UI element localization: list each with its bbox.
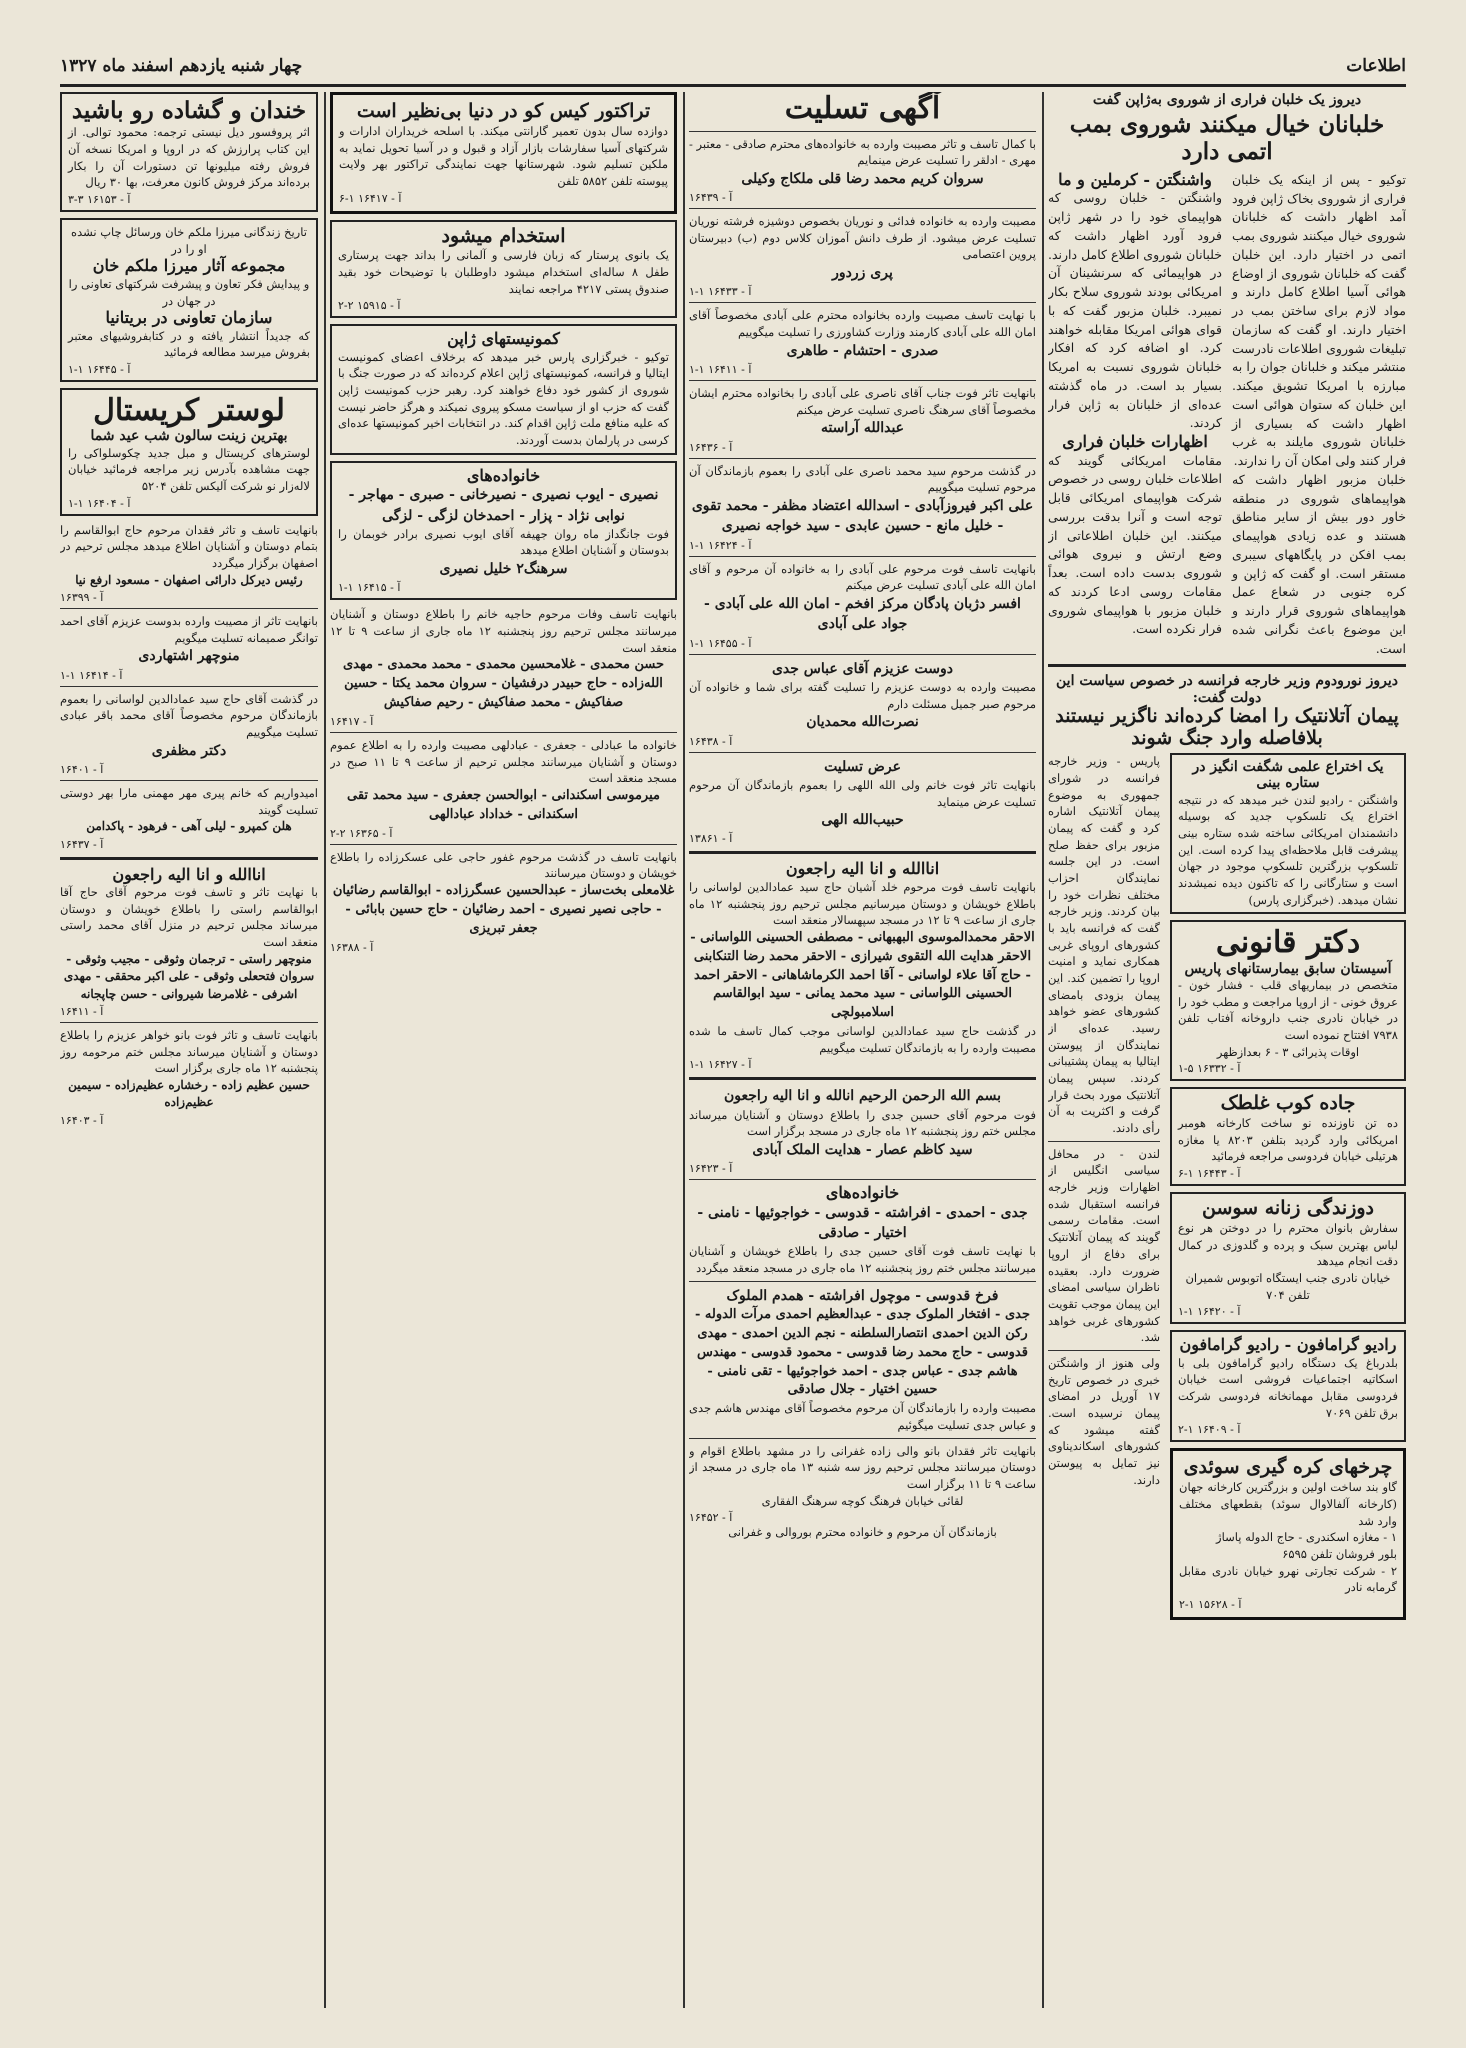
ad-title: رادیو گرامافون - رادیو گرامافون	[1179, 1335, 1397, 1355]
ad-title: استخدام میشود	[441, 224, 566, 247]
notice-names: میرموسی اسکندانی - ابوالحسن جعفری - سید محمد تقی اسکندانی - خداداد عبادالهی	[347, 788, 660, 822]
notice-title: دوست عزیزم آقای عباس جدی	[771, 660, 954, 677]
article-body: پاریس - وزیر خارجه فرانسه در شورای جمهوری به موضوع پیمان آتلانتیک اشاره کرد و گفت که پیمان مزبور برای حفظ صلح است. در این جلسه نمایندگان احزاب مختلف نظرات خود را بیان کردند. وزیر خارجه گفت که فرانسه باید با کشورهای اروپای غربی همکاری نماید و امنیت اروپا را تضمین کند. این پیمان بزودی بامضای کشورهای عضو خواهد رسید. عده‌ای از نمایندگان از پیوستن ایتالیا به پیمان پشتیبانی کردند. سپس پیمان آتلانتیک مورد بحث قرار گرفت و اکثریت به آن رأی دادند.	[1048, 754, 1160, 1136]
issue-date: چهار شنبه یازدهم اسفند ماه ۱۳۲۷	[60, 56, 303, 76]
notice-text: با نهایت تاسف فوت آقای حسین جدی را باطلاع خویشان و آشنایان میرسانند مجلس ختم روز پنجشنبه ۱۲ ماه جاری در مسجد منعقد میگردد	[689, 1244, 1036, 1276]
notice-names: حسین عظیم زاده - رخشاره عظیم‌زاده - سیمین عظیم‌زاده	[68, 1077, 310, 1110]
doctor-text: متخصص در بیماریهای قلب - فشار خون - عروق خونی - از اروپا مراجعت و مطب خود را در خیابان نادری جنب داروخانه آفتاب تلفن ۷۹۳۸ افتتاح نموده است	[1178, 977, 1398, 1042]
notice-names: جدی - احمدی - افراشته - قدوسی - خواجوئیها - نامنی - اختیار - صادقی	[697, 1204, 1028, 1242]
headline-atlantic-pact-2: بلافاصله وارد جنگ شوند	[1131, 726, 1323, 749]
notice-text: امیدواریم که خانم پیری مهر مهمنی مارا بهر دوستی تسلیت گویند	[60, 785, 318, 817]
ad-address: خیابان نادری جنب ایستگاه اتوبوس شمیران تلفن ۷۰۴	[1185, 1270, 1391, 1302]
column-divider	[683, 92, 685, 2008]
section-title: آگهی تسلیت	[784, 92, 941, 126]
ad-title: جاده کوب غلطک	[1220, 1092, 1356, 1115]
ad-title: دوزندگی زنانه سوسن	[1201, 1197, 1375, 1220]
article-body: خلبان مزبور اظهار داشت که هواپیماهای شوروی در منطقه خاور دور بیش از سایر مناطق هستند و عده زیادی هواپیمای بمب افکن در پایگاههای سیبری مستقر است. او گفت که ژاپن و کره جنوبی در شعاع عمل هواپیماهای شوروی قرار دارند و این موضوع باعث نگرانی شده است.	[1232, 471, 1406, 656]
paper-name: اطلاعات	[1346, 56, 1406, 76]
notice-text: خانواده ما عبادلی - جعفری - عبادلهی مصیبت وارده را به اطلاع عموم دوستان و آشنایان میرسانند مجلس ترحیم از ساعت ۹ تا ۱۱ صبح در مسجد منعقد است	[330, 737, 677, 786]
notice-ref: آ - ۱۶۴۱۱	[60, 1004, 104, 1018]
notice-ref: آ - ۱۶۴۲۷ ۱-۱	[689, 1058, 752, 1072]
notice-title: خانواده‌های	[466, 465, 541, 485]
notice-sign: دکتر مظفری	[151, 742, 227, 759]
ad-address: ۱ - مغازه اسکندری - حاج الدوله پاساژ	[1216, 1530, 1397, 1545]
notice-names: افسر دژبان پادگان مرکز افخم - امان الله علی آبادی - جواد علی آبادی	[704, 596, 1021, 633]
notice-sign: هلن کمپرو - لیلی آهی - فرهود - پاکدامن	[86, 819, 292, 834]
column-news-right	[1048, 92, 1406, 2008]
notice-text: در گذشت حاج سید عمادالدین لواسانی موجب کمال تاسف ما شده مصیبت وارده را به بازماندگان تسلیت میگوییم	[689, 1024, 1036, 1055]
notice-ref: آ - ۱۶۴۳۹	[689, 191, 733, 205]
ad-ref: آ - ۱۶۳۳۲ ۵-۱	[1178, 1062, 1241, 1076]
ad-text: لوسترهای کریستال و مبل جدید چکوسلواکی را جهت مشاهده بآدرس زیر مراجعه فرمائید خیابان لاله‌زار نو شرکت آلیکس تلفن ۵۲۰۴	[68, 445, 310, 493]
doctor-sub: آسیستان سابق بیمارستانهای پاریس	[1184, 960, 1392, 977]
ad-text: سفارش بانوان محترم را در دوختن هر نوع لباس بهترین سبک و پرده و گلدوزی در کمال دقت انجام میدهد	[1178, 1220, 1398, 1269]
article-body: توکیو - خبرگزاری پارس خبر میدهد که برخلاف اعضای کمونیست ایتالیا و فرانسه، کمونیستهای ژاپن اعلام کرده‌اند که در صورت جنگ با شوروی از کشور خود دفاع خواهند کرد. رهبر حزب کمونیست ژاپن گفت که حزب او از سیاست مسکو پیروی نمیکند و هرگز حاضر نیست که علیه منافع ملت ژاپن اقدام کند. در انتخابات اخیر کمونیستها عده‌ای کرسی در پارلمان بدست آوردند.	[338, 349, 669, 448]
ad-ref: آ - ۱۶۴۰۴ ۱-۱	[68, 496, 131, 510]
notice-ref: آ - ۱۶۴۰۱	[60, 762, 104, 776]
notice-sign: رئیس دیرکل دارائی اصفهان - مسعود ارفع نیا	[75, 572, 303, 587]
ad-ref: آ - ۱۶۴۴۵ ۱-۱	[68, 362, 131, 376]
ad-ref: آ - ۱۶۴۲۰ ۱-۱	[1178, 1305, 1241, 1319]
notice-ref: آ - ۱۶۴۵۲	[689, 1511, 733, 1525]
ad-tailor	[1170, 1192, 1406, 1324]
notice-sign: سروان کریم محمد رضا قلی ملکاج وکیلی	[741, 170, 984, 187]
notice-ref: آ - ۱۶۴۱۵ ۱-۱	[338, 581, 401, 595]
ad-title: خندان و گشاده رو باشید	[71, 97, 307, 124]
notice-sign: سرهنگ۲ خلیل نصیری	[439, 561, 568, 578]
notice-ref: آ - ۱۶۴۵۵ ۱-۱	[689, 636, 752, 650]
notice-sign: بازماندگان آن مرحوم و خانواده محترم بوروالی و غفرانی	[728, 1525, 997, 1540]
notice-text: با نهایت تاثر و تاسف فوت مرحوم آقای حاج آقا ابوالقاسم راستی را باطلاع خویشان و دوستان میرساند مجلس ترحیم در منزل آقای محمد راستی منعقد است	[60, 885, 318, 950]
notice-text: بانهایت تاسف فوت مرحوم خلد آشیان حاج سید عمادالدین لواسانی را باطلاع خویشان و دوستان میرسانیم مجلس ترحیم روز پنجشنبه ۱۲ ماه جاری از ساعت ۹ تا ۱۲ در مسجد سپهسالار منعقد است	[689, 879, 1036, 928]
notice-ref: آ - ۱۶۴۳۸	[689, 734, 733, 748]
notice-names: حسن محمدی - غلامحسین محمدی - محمد محمدی - مهدی الله‌زاده - حاج حبیدر درفشیان - سروان محمد یکتا - حسین صفاکیش - محمد صفاکیش - رحیم صفاکیش	[342, 657, 665, 711]
ad-ref: آ - ۱۶۴۴۳ ۱-۶	[1178, 1167, 1241, 1181]
notice-text: بانهایت تاثر فقدان بانو والی زاده غفرانی را در مشهد باطلاع اقوام و دوستان میرسانند مجلس ترحیم روز سه شنبه ۱۳ ماه جاری در مسجد از ساعت ۹ تا ۱۱ برگزار است	[689, 1443, 1036, 1491]
notice-ref: آ - ۱۶۴۲۳	[689, 1162, 733, 1176]
ad-text: تاریخ زندگانی میرزا ملکم خان ورسائل چاپ نشده او را در	[71, 225, 307, 256]
headline-kicker: دیروز نورودوم وزیر خارجه فرانسه در خصوص سیاست این دولت گفت:	[1056, 673, 1398, 706]
ad-text: بلدرباغ یک دستگاه رادیو گرامافون بلی با اسکاتیه اجتماعیات فروشی است خیابان فردوسی مقابل مهمانخانه فردوسی شرکت برق تلفن ۷۰۶۹	[1178, 1355, 1398, 1420]
ad-job	[330, 220, 677, 319]
ad-road-roller	[1170, 1087, 1406, 1186]
notice-ref: آ - ۱۶۴۱۱ ۱-۱	[689, 363, 752, 377]
article-body: توکیو - پس از اینکه یک خلبان فراری از شوروی بخاک ژاپن فرود آمد اظهار داشت که خلبانان شوروی خیال میکنند شوروی بمب اتمی در اختیار دارد. این خلبان گفت که خلبانان شوروی از اوضاع هوائی آسیا اطلاع کامل دارند و مواد لازم برای ساختن بمب در اختیار دارند. او گفت که سازمان تبلیغات شوروی اطلاعات نادرست منتشر میکند و خلبانان جوان را به مبارزه با امریکا تشویق میکند. این خلبان که ستوان هوائی است اظهار داشت که بسیاری از خلبانان شوروی مایلند به غرب فرار کنند ولی امکان آن را ندارند.	[1232, 171, 1406, 469]
notice-ref: آ - ۱۶۴۳۳ ۱-۱	[689, 285, 752, 299]
notice-text: بانهایت تاثر از مصیبت وارده بدوست عزیزم آقای احمد توانگر صمیمانه تسلیت میگویم	[60, 613, 318, 645]
section-heading: واشنگتن - کرملین و ما	[1058, 169, 1212, 189]
notice-text: با کمال تاسف و تاثر مصیبت وارده به خانواده‌های محترم صادقی - معتبر - مهری - ادلقر را تسلیت عرض مینمایم	[689, 136, 1036, 168]
notice-text: با نهایت تاسف مصیبت وارده بخانواده محترم علی آبادی مخصوصاً آقای امان الله علی آبادی کارمند وزارت کشاورزی را تسلیت میگوییم	[689, 308, 1036, 340]
ad-address: بلور فروشان تلفن ۶۵۹۵	[1282, 1546, 1397, 1561]
column-condolences	[689, 92, 1036, 2008]
article-body: مقامات امریکائی گویند که اطلاعات خلبان روسی در خصوص شرکت هواپیمای امریکائی قابل توجه است و آنرا بدقت بررسی میکنند. این خلبان اطلاعاتی از وضع ارتش و نیروی هوائی شوروی بدست داده است. بعداً مقامات روسی ادعا کردند که خلبان مزبور با هواپیمای شوروی فرار نکرده است.	[1048, 452, 1222, 637]
notice-ref: آ - ۱۶۴۳۷	[60, 837, 104, 851]
notice-ref: آ - ۱۶۴۳۶	[689, 440, 733, 454]
ad-title: سازمان تعاونی در بریتانیا	[105, 308, 273, 328]
ad-separator	[1170, 1448, 1406, 1620]
notice-names: الاحقر محمدالموسوی البهبهانی - مصطفی الحسینی اللواسانی - الاحقر هدایت الله التقوی شیرازی - الاحقر محمد رضا التنکابنی - حاج آقا علاء لواسانی - آقا احمد الکرماشاهانی - الاحقر احمد الحسینی اللواسانی - سید محمد یمانی - سید ابوالقاسم اسلامبولچی	[690, 929, 1035, 1021]
ad-text: اثر پروفسور دیل نیستی ترجمه: محمود توالی. از این کتاب پرارزش که در اروپا و امریکا نسخه آن فروش رفته میلیونها تن دستورات آن را بکار برده‌اند مرکز فروش کانون معرفت، بها ۳۰ ریال	[68, 125, 310, 190]
notice-family	[330, 461, 677, 601]
article-body: ولی هنوز از واشنگتن خبری در خصوص تاریخ ۱۷ آوریل در امضای پیمان نرسیده است. گفته میشود که کشورهای اسکاندیناوی نیز تمایل به پیوستن دارند.	[1048, 1355, 1160, 1487]
notice-title: عرض تسلیت	[824, 758, 901, 775]
ad-ref: آ - ۱۶۱۵۳ ۳-۳	[68, 193, 131, 207]
ad-address: ۲ - شرکت تجارتی نهرو خیابان نادری مقابل گرمابه نادر	[1179, 1563, 1397, 1595]
doctor-name: دکتر قانونی	[1215, 925, 1361, 961]
notice-ref: آ - ۱۶۴۰۳	[60, 1113, 104, 1127]
headline-kicker: دیروز یک خلبان فراری از شوروی به‌ژاپن گفت	[1092, 92, 1362, 108]
notice-title: اناالله و انا الیه راجعون	[785, 859, 940, 879]
notice-ref: آ - ۱۶۳۸۸	[330, 940, 374, 954]
notice-text: بانهایت تاسف در گذشت مرحوم غفور حاجی علی عسکرزاده را باطلاع خویشان و دوستان میرسانند	[330, 849, 677, 881]
ad-text: و پیدایش فکر تعاون و پیشرفت شرکتهای تعاونی را در جهان در	[68, 276, 310, 308]
notice-ref: آ - ۱۶۴۱۴ ۱-۱	[60, 668, 123, 682]
notice-title: خانواده‌های	[825, 1183, 900, 1203]
notice-text: مصیبت وارده به دوست عزیزم را تسلیت گفته برای شما و خانواده آن مرحوم صبر جمیل مسئلت دارم	[689, 679, 1036, 711]
notice-text: بانهایت تاثر فوت خانم ولی الله اللهی را بعموم بازماندگان آن مرحوم تسلیت عرض مینماید	[689, 777, 1036, 809]
headline-atlantic-pact: پیمان آتلانتیک را امضا کرده‌اند ناگزیر نیستند	[1055, 704, 1399, 727]
notice-names: سید کاظم عصار - هدایت الملک آبادی	[752, 1142, 973, 1159]
notice-text: فوت مرحوم آقای حسین جدی را باطلاع دوستان و آشنایان میرساند مجلس ختم روز پنجشنبه ۱۲ ماه جاری در مسجد برگزار است	[689, 1107, 1036, 1139]
notice-sign: نصرت‌الله محمدیان	[806, 714, 919, 731]
notice-text: بانهایت تاثر فوت جناب آقای ناصری علی آبادی را بخانواده محترم ایشان مخصوصاً آقای سرهنگ ناصری تسلیت عرض میکنم	[689, 386, 1036, 417]
notice-ref: آ - ۱۶۳۹۹	[60, 590, 104, 604]
notice-ref: آ - ۱۶۳۶۵ ۲-۲	[330, 826, 393, 840]
article-title: کمونیستهای ژاپن	[447, 329, 560, 349]
science-title: یک اختراع علمی شگفت انگیز در ستاره بینی	[1192, 759, 1384, 792]
ad-chandelier	[60, 388, 318, 516]
ad-tractor	[330, 92, 677, 214]
notice-sign: صدری - احتشام - طاهری	[786, 342, 939, 359]
science-body: واشنگتن - رادیو لندن خبر میدهد که در نتیجه اختراع یک تلسکوپ جدید که بوسیله دانشمندان امریکائی ساخته شده ستاره بینی پیشرفت قابل ملاحظه‌ای پیدا کرده است. این تلسکوپ بزرگترین تلسکوپ موجود در جهان است و ستارگانی را که تاکنون دیده نمیشدند نشان میدهد. (خبرگزاری پارس)	[1178, 792, 1398, 907]
notice-text: مصیبت وارده را بازماندگان آن مرحوم مخصوصاً آقای مهندس هاشم جدی و عباس جدی تسلیت میگوئیم	[689, 1401, 1036, 1432]
notice-text: بانهایت تاسف و تاثر فقدان مرحوم حاج ابوالقاسم را بتمام دوستان و آشنایان اطلاع میدهد مجلس ترحیم در اصفهان برگزار میگردد	[60, 522, 318, 570]
ad-ref: آ - ۱۵۹۱۵ ۲-۲	[338, 299, 401, 313]
ad-book	[60, 92, 318, 212]
notice-ref: آ - ۱۶۴۲۴ ۱-۱	[689, 538, 752, 552]
ad-title: لوستر کریستال	[93, 392, 285, 428]
notice-text: در گذشت آقای حاج سید عمادالدین لواسانی را بعموم بازماندگان مرحوم مخصوصاً آقای محمد باقر عبادی تسلیت میگوییم	[60, 691, 318, 739]
ad-text: دوازده سال بدون تعمیر گارانتی میکند. با اسلحه خریداران ادارات و شرکتهای آسیا سفارشات بازار آزاد و قبول و در آسیا تحویل نماید به ملکین تسلیم شود. شهرستانها جهت نمایندگی تراکتور بهر ولایت پیوسته تلفن ۵۸۵۲ تلفن	[339, 123, 668, 188]
masthead-bar	[60, 48, 1406, 87]
ad-text: که جدیداً انتشار یافته و در کتابفروشیهای معتبر بفروش میرسد مطالعه فرمائید	[68, 328, 310, 360]
column-divider	[324, 92, 326, 2008]
notice-sign: منوچهر اشتهاردی	[138, 648, 240, 665]
notice-text: بانهایت تاسف فوت مرحوم علی آبادی را به خانواده آن مرحوم و آقای امان الله علی آبادی تسلیت عرض میکنم	[689, 561, 1036, 593]
notice-text: مصیبت وارده به خانواده فدائی و نوریان بخصوص دوشیزه فرشته نوریان تسلیت عرض میشود. از طرف دانش آموزان کلاس دوم (ب) دبیرستان پروین اعتصامی	[689, 214, 1036, 262]
notice-text: بانهایت تاسف وفات مرحوم حاجیه خانم را باطلاع دوستان و آشنایان میرسانند مجلس ترحیم روز پنجشنبه ۱۲ ماه جاری از ساعت ۹ تا ۱۲ منعقد است	[330, 607, 677, 655]
ad-sub: بهترین زینت سالون شب عید شما	[90, 428, 288, 445]
ad-title: مجموعه آثار میرزا ملکم خان	[92, 256, 286, 276]
notice-names: جدی - افتخار الملوک جدی - عبدالعظیم احمدی مرآت الدوله - رکن الدین احمدی انتصارالسلطنه - نجم الدین احمدی - مهدی قدوسی - حاج محمد رضا قدوسی - محمود قدوسی - مهندس هاشم جدی - عباس جدی - احمد خواجوئیها - تقی نامنی - حسین اختیار - جلال صادقی	[695, 1307, 1030, 1398]
notice-names: غلامعلی بخت‌ساز - عبدالحسین عسگرزاده - ابوالقاسم رضائیان - حاجی نصیر نصیری - احمد رضائیان - حاج حسین بابائی - جعفر تبریزی	[332, 883, 675, 936]
ad-doctor	[1170, 920, 1406, 1081]
notice-ref: آ - ۱۳۸۶۱	[689, 832, 733, 846]
doctor-hours: اوقات پذیرائی ۳ - ۶ بعدازظهر	[1216, 1044, 1360, 1059]
ad-title: چرخهای کره گیری سوئدی	[1183, 1456, 1393, 1479]
notice-text: بانهایت تاسف و تاثر فوت بانو خواهر عزیزم را باطلاع دوستان و آشنایان میرساند مجلس ختم مرحومه روز پنجشنبه ۱۲ ماه جاری برگزار است	[60, 1027, 318, 1076]
notice-names: منوچهر راستی - ترجمان وثوقی - مجیب وثوقی - سروان فتحعلی وثوقی - علی اکبر محققی - مهدی اشرفی - غلامرضا شیروانی - حسن چاپجانه	[63, 951, 315, 1001]
headline-soviet-pilots: خلبانان خیال میکنند شوروی بمب اتمی دارد	[1069, 111, 1385, 165]
ad-ref: آ - ۱۶۴۰۹ ۱-۲	[1178, 1423, 1241, 1437]
notice-names: نصیری - ایوب نصیری - نصیرخانی - صبری - مهاجر - نوابی نژاد - پزار - احمدخان لزگی - لزگی	[348, 487, 659, 524]
ad-text: یک بانوی پرستار که زبان فارسی و آلمانی را بداند جهت پرستاری طفل ۸ ساله‌ای استخدام میشود داوطلبان با توضیحات خود بقید صندوق پستی ۴۲۱۷ مراجعه نمایند	[338, 248, 669, 296]
communist-article	[330, 324, 677, 454]
ad-ref: آ - ۱۶۴۱۷ ۱-۶	[339, 191, 402, 205]
notice-text: در گذشت مرحوم سید محمد ناصری علی آبادی را بعموم بازماندگان آن مرحوم تسلیت میگوییم	[689, 463, 1036, 495]
notice-sign: پری زردور	[832, 265, 893, 282]
column-ads-left	[60, 92, 318, 2008]
notice-names: لقائی خیابان فرهنگ کوچه سرهنگ الفقاری	[761, 1493, 964, 1508]
notice-ref: آ - ۱۶۴۱۷	[330, 714, 374, 728]
notice-names: علی اکبر فیروزآبادی - اسدالله اعتضاد مظفر - محمد تقوی - خلیل مانع - حسین عابدی - سید خواجه نصیری	[691, 498, 1034, 535]
article-body: لندن - در محافل سیاسی انگلیس از اظهارات وزیر خارجه فرانسه استقبال شده است. مقامات رسمی گویند که پیمان آتلانتیک برای دفاع از اروپا ضرورت دارد. بعقیده ناظران سیاسی امضای این پیمان موجب تقویت کشورهای غربی خواهد شد.	[1048, 1146, 1160, 1345]
ad-malkom	[60, 218, 318, 382]
ad-radio	[1170, 1330, 1406, 1442]
notice-title: بسم الله الرحمن الرحیم انالله و انا الیه راجعون	[723, 1088, 1002, 1105]
notice-title: فرخ قدوسی - موچول افراشته - همدم الملوک	[726, 1287, 999, 1304]
column-ads-mid	[330, 92, 677, 2008]
notice-text: فوت جانگداز ماه روان جهیفه آقای ایوب نصیری برادر خوبمان را بدوستان و آشنایان اطلاع میدهد	[338, 526, 669, 558]
column-divider	[1042, 92, 1044, 2008]
ad-title: تراکتور کیس کو در دنیا بی‌نظیر است	[356, 100, 651, 122]
notice-title: اناالله و انا الیه راجعون	[112, 864, 266, 884]
notice-sign: حبیب‌الله الهی	[821, 812, 904, 829]
notice-sign: عبدالله آراسته	[820, 420, 905, 437]
section-heading: اظهارات خلبان فراری	[1062, 432, 1208, 452]
ad-ref: آ - ۱۵۶۲۸ ۱-۲	[1179, 1597, 1242, 1611]
article-body: واشنگتن - خلبان روسی که هواپیمای خود را در شهر ژاپن فرود آورد اظهار داشت که خلبانان شوروی اطلاع کامل دارند. در هواپیمائی که سرنشینان آن امریکائی بودند شوروی سلاح بکار نمیبرد. خلبان مزبور گفت که با قوای هوائی امریکا مقابله خواهند کرد. او اضافه کرد که افکار خلبانان شوروی نسبت به امریکا بسیار بد است. در ماه گذشته عده‌ای از خلبانان به ژاپن فرار کردند.	[1048, 190, 1222, 431]
science-article	[1170, 753, 1406, 914]
ad-text: ده تن ناوزنده نو ساخت کارخانه هومبر امریکائی وارد گردید بتلفن ۸۲۰۳ یا مغازه هرتیلی خیابان فردوسی مراجعه فرمائید	[1178, 1116, 1398, 1164]
ad-text: گاو بند ساخت اولین و بزرگترین کارخانه جهان (کارخانه آلفالاوال سوئد) بقطعهای مختلف وارد شد	[1179, 1480, 1397, 1528]
